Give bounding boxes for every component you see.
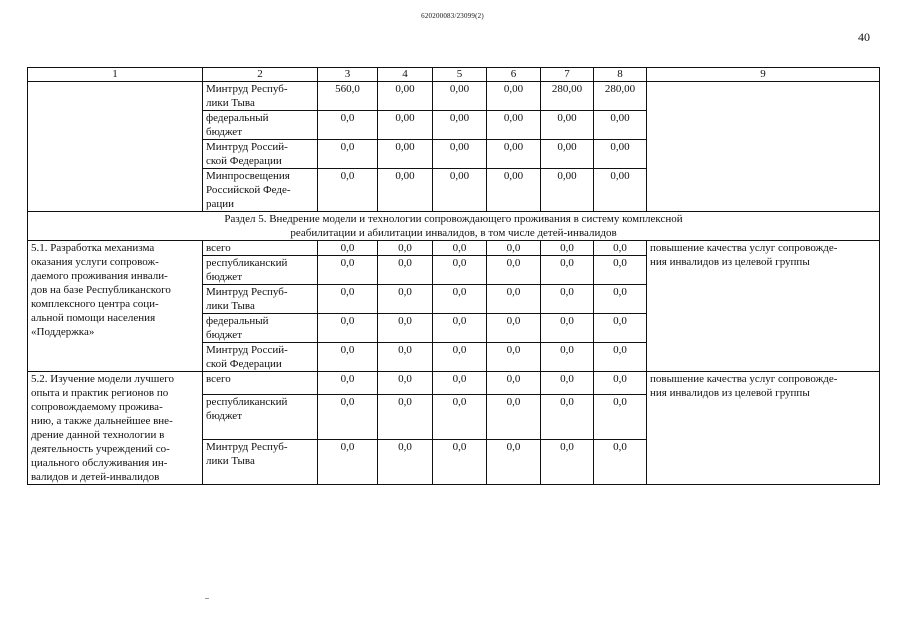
amount-cell: 0,0 [541, 241, 594, 256]
empty-measure-cell [28, 82, 203, 212]
table-row [28, 82, 880, 111]
amount-cell: 0,00 [433, 111, 487, 140]
amount-cell: 0,0 [487, 372, 541, 395]
amount-cell: 0,0 [378, 372, 433, 395]
amount-cell: 0,0 [378, 343, 433, 372]
amount-cell: 0,0 [541, 395, 594, 440]
amount-cell: 0,0 [378, 256, 433, 285]
expected-result-cell: повышение качества услуг сопровожде- ния инвалидов из целевой группы [647, 372, 880, 485]
amount-cell: 0,0 [594, 314, 647, 343]
amount-cell: 0,0 [541, 372, 594, 395]
funding-source-cell: всего [203, 241, 318, 256]
amount-cell: 0,00 [433, 82, 487, 111]
funding-source-cell: Минпросвещения Российской Феде- рации [203, 169, 318, 212]
funding-source-cell: Минтруд Респуб- лики Тыва [203, 440, 318, 485]
amount-cell: 0,0 [594, 343, 647, 372]
amount-cell: 0,0 [487, 256, 541, 285]
column-number-8: 8 [594, 68, 647, 82]
column-number-row [28, 68, 880, 82]
funding-source-cell: Минтруд Респуб- лики Тыва [203, 285, 318, 314]
column-number-4: 4 [378, 68, 433, 82]
amount-cell: 0,0 [433, 440, 487, 485]
amount-cell: 0,0 [541, 343, 594, 372]
empty-result-cell [647, 82, 880, 212]
measure-name-cell: 5.2. Изучение модели лучшего опыта и практик регионов по сопровождаемому прожива- нию, а также дальнейшее вне- дрение данной технологии в деятельность учреждений со- циального обслуживания ин- валидов и детей-инвалидов [28, 372, 203, 485]
amount-cell: 280,00 [594, 82, 647, 111]
amount-cell: 0,0 [378, 440, 433, 485]
column-number-3: 3 [318, 68, 378, 82]
amount-cell: 0,0 [378, 395, 433, 440]
budget-table [27, 67, 880, 485]
amount-cell: 560,0 [318, 82, 378, 111]
amount-cell: 0,0 [318, 256, 378, 285]
column-number-5: 5 [433, 68, 487, 82]
amount-cell: 0,0 [378, 241, 433, 256]
amount-cell: 0,00 [541, 169, 594, 212]
amount-cell: 0,0 [433, 395, 487, 440]
column-number-9: 9 [647, 68, 880, 82]
amount-cell: 0,00 [378, 140, 433, 169]
table-row [28, 241, 880, 256]
amount-cell: 0,0 [487, 314, 541, 343]
amount-cell: 0,00 [487, 111, 541, 140]
amount-cell: 0,00 [594, 140, 647, 169]
amount-cell: 0,00 [378, 111, 433, 140]
amount-cell: 0,0 [378, 314, 433, 343]
table-body [28, 68, 880, 485]
amount-cell: 0,0 [318, 372, 378, 395]
amount-cell: 0,0 [433, 372, 487, 395]
amount-cell: 0,0 [541, 285, 594, 314]
funding-source-cell: всего [203, 372, 318, 395]
amount-cell: 0,00 [541, 111, 594, 140]
amount-cell: 0,0 [433, 285, 487, 314]
amount-cell: 0,0 [487, 395, 541, 440]
amount-cell: 0,0 [594, 241, 647, 256]
amount-cell: 0,00 [594, 111, 647, 140]
section-heading-row [28, 212, 880, 241]
column-number-1: 1 [28, 68, 203, 82]
amount-cell: 0,0 [433, 256, 487, 285]
amount-cell: 0,0 [594, 256, 647, 285]
amount-cell: 0,00 [541, 140, 594, 169]
amount-cell: 0,0 [378, 285, 433, 314]
amount-cell: 0,0 [487, 440, 541, 485]
amount-cell: 0,0 [541, 256, 594, 285]
amount-cell: 0,0 [318, 285, 378, 314]
column-number-7: 7 [541, 68, 594, 82]
amount-cell: 0,00 [433, 140, 487, 169]
amount-cell: 0,00 [378, 82, 433, 111]
funding-source-cell: федеральный бюджет [203, 111, 318, 140]
funding-source-cell: Минтруд Россий- ской Федерации [203, 140, 318, 169]
amount-cell: 0,0 [318, 241, 378, 256]
section-5-title: Раздел 5. Внедрение модели и технологии сопровождающего проживания в систему комплексной реабилитации и абилитации инвалидов, в том числе детей-инвалидов [28, 212, 880, 241]
amount-cell: 0,0 [541, 440, 594, 485]
amount-cell: 0,0 [594, 372, 647, 395]
column-number-2: 2 [203, 68, 318, 82]
column-number-6: 6 [487, 68, 541, 82]
funding-source-cell: республиканский бюджет [203, 395, 318, 440]
scan-mark [205, 598, 209, 599]
amount-cell: 0,0 [433, 343, 487, 372]
amount-cell: 0,0 [594, 285, 647, 314]
amount-cell: 0,00 [378, 169, 433, 212]
funding-source-cell: Минтруд Респуб- лики Тыва [203, 82, 318, 111]
measure-name-cell: 5.1. Разработка механизма оказания услуги сопровож- даемого проживания инвали- дов на базе Республиканского комплексного центра соци- альной помощи населения «Поддержка» [28, 241, 203, 372]
amount-cell: 0,0 [318, 395, 378, 440]
amount-cell: 0,0 [541, 314, 594, 343]
funding-source-cell: республиканский бюджет [203, 256, 318, 285]
amount-cell: 0,0 [318, 111, 378, 140]
amount-cell: 0,0 [487, 343, 541, 372]
amount-cell: 0,00 [487, 82, 541, 111]
amount-cell: 0,0 [433, 314, 487, 343]
amount-cell: 0,0 [433, 241, 487, 256]
amount-cell: 0,0 [594, 395, 647, 440]
amount-cell: 0,0 [487, 285, 541, 314]
table-row [28, 372, 880, 395]
amount-cell: 0,0 [318, 169, 378, 212]
page-number: 40 [858, 30, 870, 44]
funding-source-cell: Минтруд Россий- ской Федерации [203, 343, 318, 372]
amount-cell: 280,00 [541, 82, 594, 111]
expected-result-cell: повышение качества услуг сопровожде- ния инвалидов из целевой группы [647, 241, 880, 372]
amount-cell: 0,00 [433, 169, 487, 212]
amount-cell: 0,0 [318, 440, 378, 485]
amount-cell: 0,00 [487, 140, 541, 169]
amount-cell: 0,0 [318, 314, 378, 343]
amount-cell: 0,0 [318, 140, 378, 169]
amount-cell: 0,0 [318, 343, 378, 372]
funding-source-cell: федеральный бюджет [203, 314, 318, 343]
amount-cell: 0,00 [487, 169, 541, 212]
amount-cell: 0,00 [594, 169, 647, 212]
document-code: 620200083/23099(2) [421, 12, 484, 20]
amount-cell: 0,0 [487, 241, 541, 256]
amount-cell: 0,0 [594, 440, 647, 485]
